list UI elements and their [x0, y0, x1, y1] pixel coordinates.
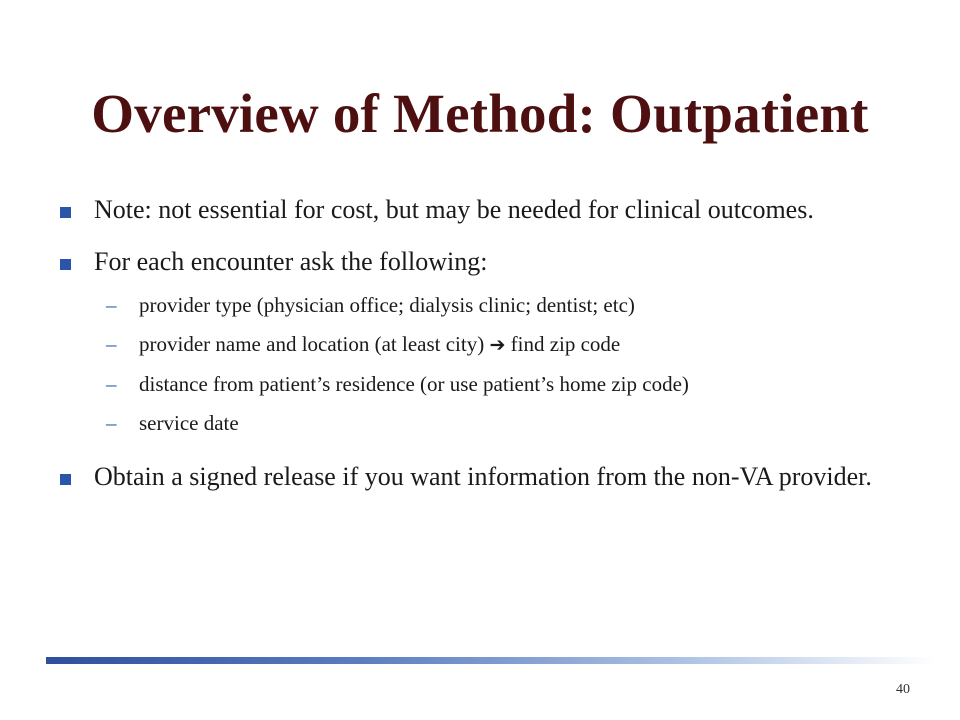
sub-bullet-text: provider name and location (at least city) — [139, 332, 490, 356]
square-bullet-icon — [60, 474, 71, 485]
slide-title: Overview of Method: Outpatient — [91, 83, 869, 144]
square-bullet-icon — [60, 207, 71, 218]
sub-bullet-item — [60, 325, 900, 365]
bullet-text: Note: not essential for cost, but may be needed for clinical outcomes. — [94, 195, 814, 224]
bullet-item — [60, 245, 900, 279]
dash-icon: – — [106, 372, 117, 396]
sub-bullet-text: find zip code — [505, 332, 621, 356]
square-bullet-icon — [60, 259, 71, 270]
sub-bullet-item — [60, 286, 900, 325]
dash-icon: – — [106, 293, 117, 317]
bullet-text: Obtain a signed release if you want information from the non-VA provider. — [94, 462, 872, 491]
dash-icon: – — [106, 411, 117, 435]
sub-bullet-item — [60, 404, 900, 443]
right-arrow-icon: ➔ — [489, 334, 506, 356]
sub-bullet-item — [60, 365, 900, 404]
slide-content — [60, 193, 900, 494]
sub-bullet-text: service date — [139, 411, 239, 435]
dash-icon: – — [106, 332, 117, 356]
page-number: 40 — [896, 682, 910, 697]
bullet-item — [60, 460, 900, 494]
bullet-text: For each encounter ask the following: — [94, 247, 488, 276]
sub-bullet-text: distance from patient’s residence (or use patient’s home zip code) — [139, 372, 689, 396]
sub-bullet-text: provider type (physician office; dialysis clinic; dentist; etc) — [139, 293, 635, 317]
bullet-item — [60, 193, 900, 227]
footer-divider-bar — [46, 657, 936, 664]
